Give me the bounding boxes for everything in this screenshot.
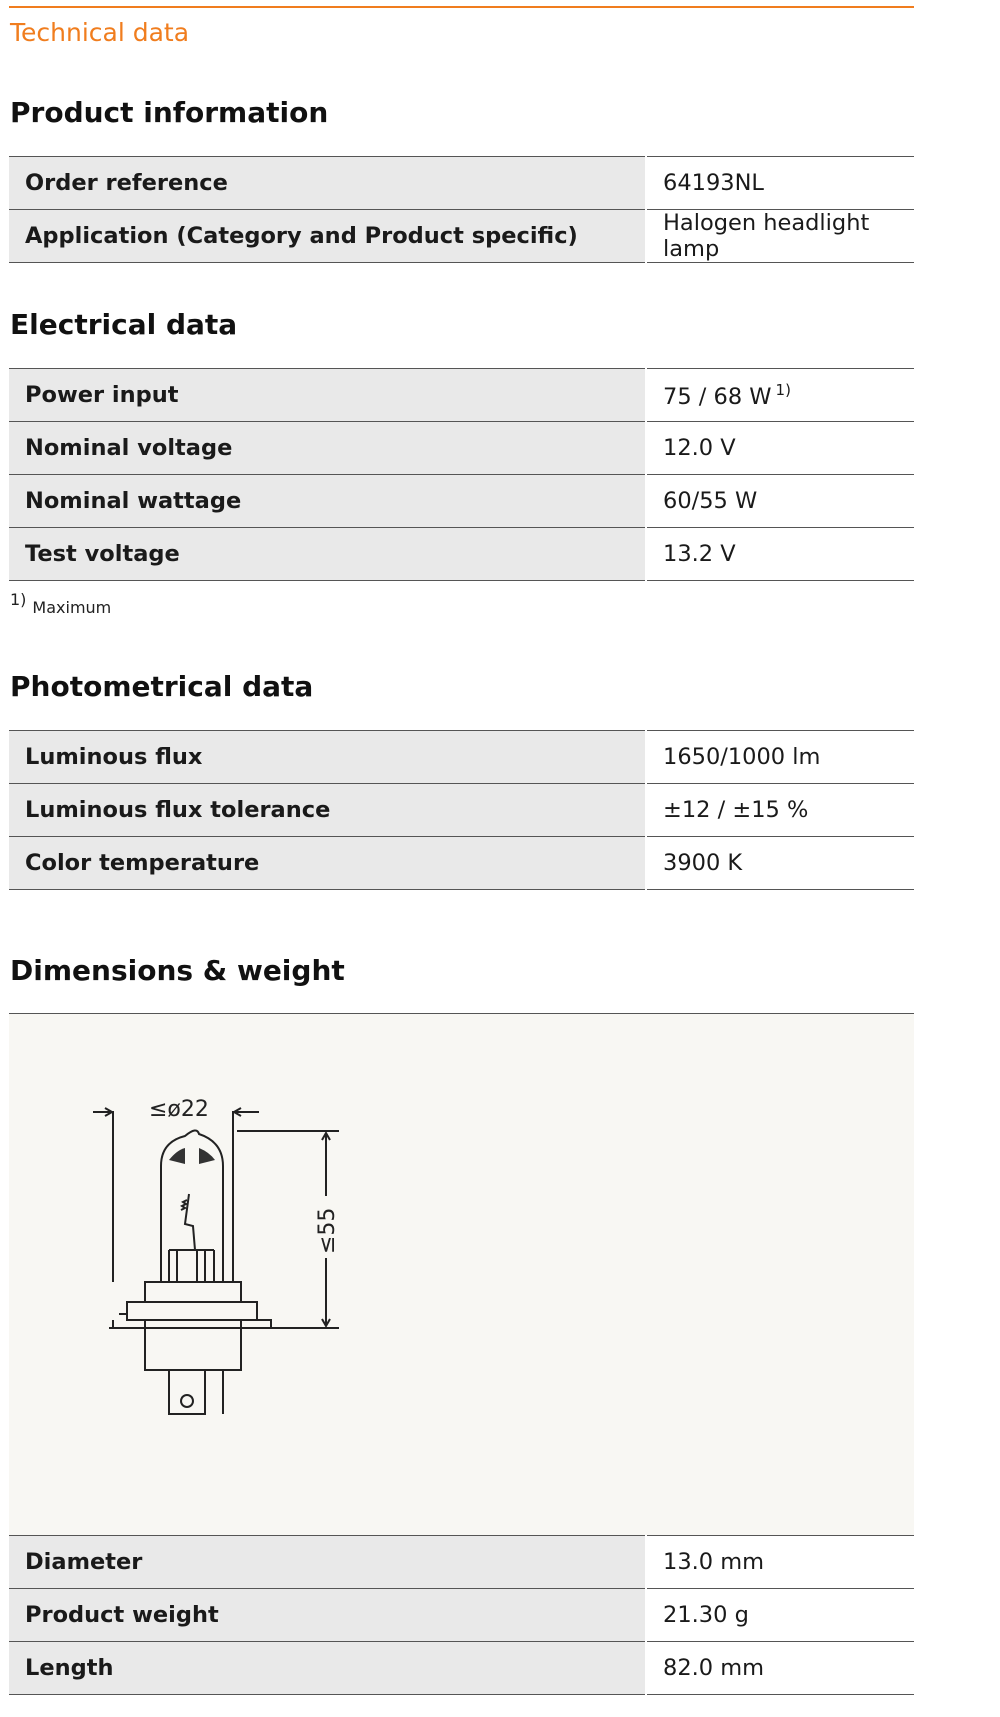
table-row [9,528,914,581]
row-label: Diameter [9,1536,646,1589]
row-value: 82.0 mm [646,1642,914,1695]
row-label: Test voltage [9,528,646,581]
section-kicker: Technical data [10,18,190,47]
table-row [9,157,914,210]
heading-dimensions-weight: Dimensions & weight [10,954,345,987]
dimensions-weight-table [9,1535,914,1695]
header-rule [9,6,914,8]
row-value: 3900 K [646,837,914,890]
diameter-label: ≤ø22 [149,1097,209,1122]
row-value: ±12 / ±15 % [646,784,914,837]
row-label: Length [9,1642,646,1695]
table-row [9,369,914,422]
table-row [9,784,914,837]
row-label: Product weight [9,1589,646,1642]
footnote-ref: 1) [775,380,791,399]
footnote [10,590,112,617]
row-label: Power input [9,369,646,422]
table-row [9,731,914,784]
row-value: 64193NL [646,157,914,210]
lamp-dimension-drawing [9,1014,914,1536]
row-label: Order reference [9,157,646,210]
value-text: 75 / 68 W [663,383,772,410]
row-label: Luminous flux [9,731,646,784]
row-label: Application (Category and Product specific) [9,210,646,263]
row-value: 1650/1000 lm [646,731,914,784]
row-value: 13.2 V [646,528,914,581]
row-value: 60/55 W [646,475,914,528]
photometrical-data-table [9,730,914,890]
table-row [9,1536,914,1589]
dimension-drawing-panel [9,1013,914,1536]
footnote-marker: 1) [10,590,27,609]
heading-electrical-data: Electrical data [10,308,238,341]
table-row [9,210,914,263]
row-value [646,369,914,422]
row-label: Nominal voltage [9,422,646,475]
table-row [9,1589,914,1642]
electrical-data-table [9,368,914,581]
table-row [9,475,914,528]
row-label: Color temperature [9,837,646,890]
product-information-table [9,156,914,263]
heading-photometrical-data: Photometrical data [10,670,314,703]
table-row [9,1642,914,1695]
row-value: Halogen headlight lamp [646,210,914,263]
row-label: Luminous flux tolerance [9,784,646,837]
table-row [9,422,914,475]
row-value: 12.0 V [646,422,914,475]
footnote-text: Maximum [32,598,112,617]
row-value: 13.0 mm [646,1536,914,1589]
row-label: Nominal wattage [9,475,646,528]
height-label: ≤55 [315,1207,340,1254]
table-row [9,837,914,890]
heading-product-information: Product information [10,96,329,129]
row-value: 21.30 g [646,1589,914,1642]
